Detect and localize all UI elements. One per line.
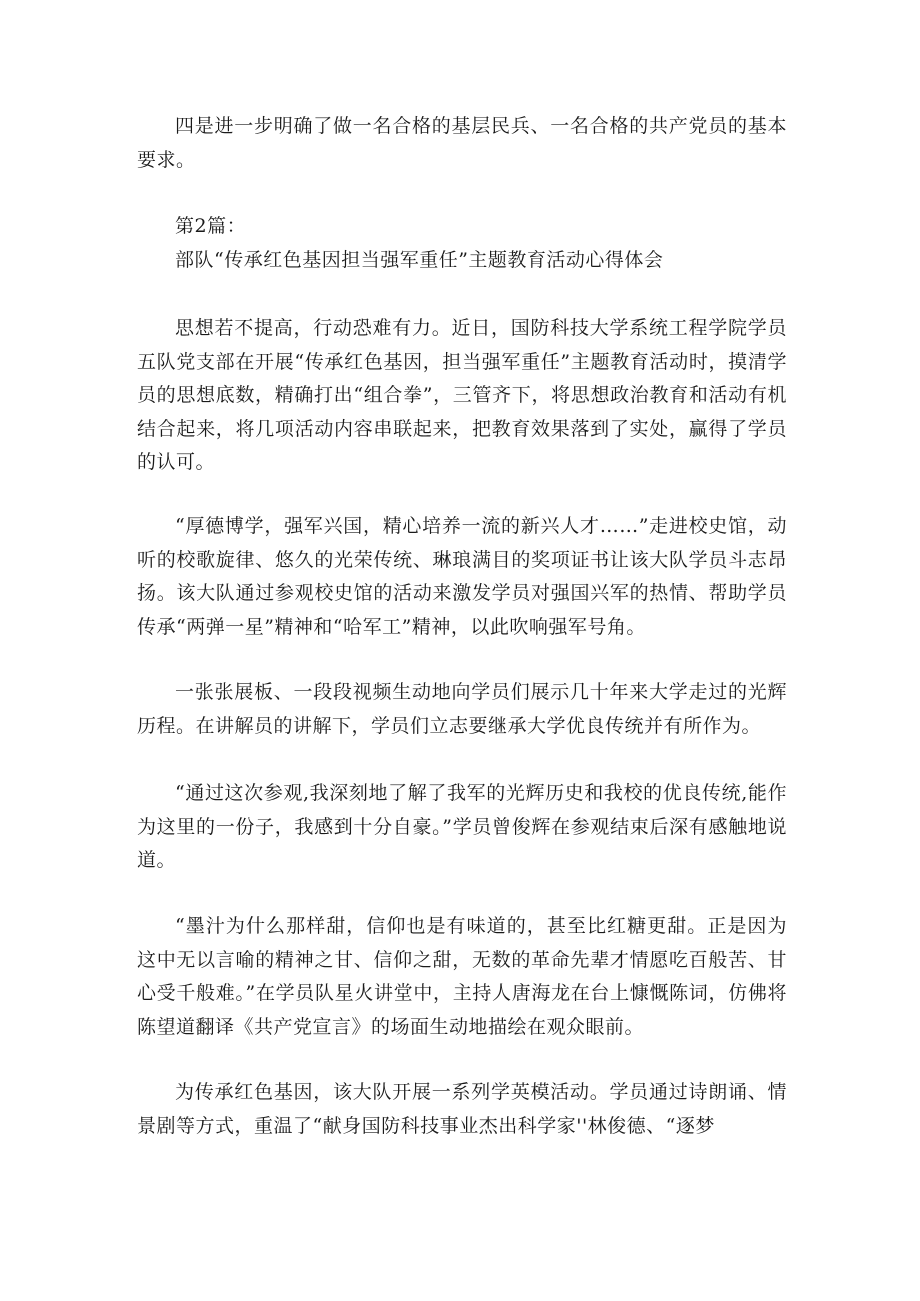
paragraph-militia-requirements: 四是进一步明确了做一名合格的基层民兵、一名合格的共产党员的基本要求。 (137, 115, 787, 171)
paragraph-spark-lecture: “墨汁为什么那样甜，信仰也是有味道的，甚至比红糖更甜。正是因为这中无以言喻的精神之甘、信仰之甜，无数的革命先辈才情愿吃百般苦、甘心受千般难。”在学员队星火讲堂中，主持人唐海龙在台上慷慨陈词，仿佛将陈望道翻译《共产党宣言》的场面生动地描绘在观众眼前。 (137, 915, 787, 1038)
section-title: 部队“传承红色基因担当强军重任”主题教育活动心得体会 (175, 249, 664, 271)
paragraph-role-models: 为传承红色基因，该大队开展一系列学英模活动。学员通过诗朗诵、情景剧等方式，重温了“献身国防科技事业杰出科学家''林俊德、“逐梦 (137, 1081, 787, 1137)
paragraph-intro: 思想若不提高，行动恐难有力。近日，国防科技大学系统工程学院学员五队党支部在开展“传承红色基因，担当强军重任”主题教育活动时，摸清学员的思想底数，精确打出“组合拳”，三管齐下，将思想政治教育和活动有机结合起来，将几项活动内容串联起来，把教育效果落到了实处，赢得了学员的认可。 (137, 317, 787, 473)
paragraph-student-quote: “通过这次参观,我深刻地了解了我军的光辉历史和我校的优良传统,能作为这里的一份子，我感到十分自豪。”学员曾俊辉在参观结束后深有感触地说道。 (137, 782, 787, 871)
section-label: 第2篇： (175, 215, 247, 237)
paragraph-exhibition: 一张张展板、一段段视频生动地向学员们展示几十年来大学走过的光辉历程。在讲解员的讲解下，学员们立志要继承大学优良传统并有所作为。 (137, 681, 787, 737)
paragraph-school-history-museum: “厚德博学，强军兴国，精心培养一流的新兴人才……”走进校史馆，动听的校歌旋律、悠久的光荣传统、琳琅满目的奖项证书让该大队学员斗志昂扬。该大队通过参观校史馆的活动来激发学员对强国兴军的热情、帮助学员传承“两弹一星”精神和“哈军工”精神，以此吹响强军号角。 (137, 515, 787, 638)
